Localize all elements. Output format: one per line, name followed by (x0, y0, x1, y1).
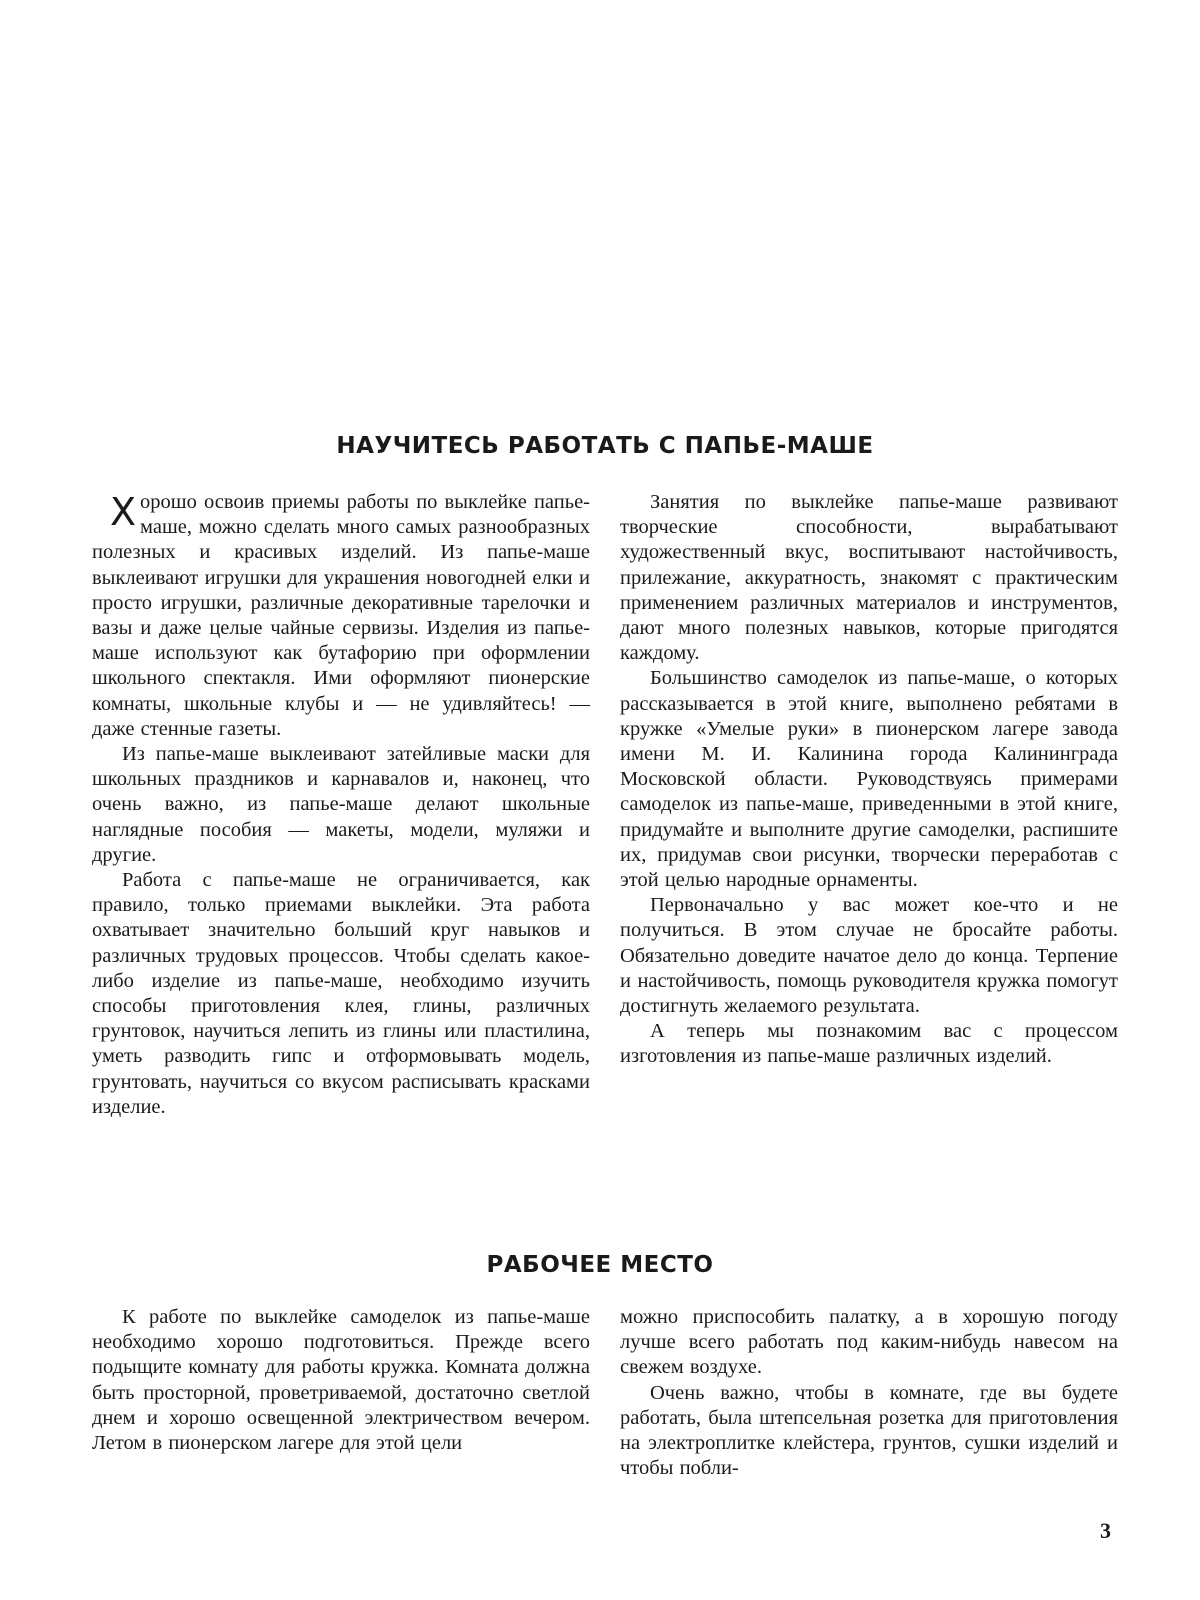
paragraph: Большинство самоделок из папье-маше, о которых рассказывается в этой книге, выполнено ребятами в кружке «Умелые руки» в пионерском лагере завода имени М. И. Калинина города Калининграда Московской области. Руководствуясь примерами самоделок из папье-маше, приведенными в этой книге, придумайте и выполните другие самоделки, распишите их, придумав свои рисунки, творчески переработав с этой целью народные орнаменты. (620, 667, 1118, 892)
paragraph: Занятия по выклейке папье-маше развивают творческие способности, вырабатывают художественный вкус, воспитывают настойчивость, прилежание, аккуратность, знакомят с практическим применением различных материалов и инструментов, дают много полезных навыков, которые пригодятся каждому. (620, 491, 1118, 665)
section1-left-column (92, 490, 590, 1120)
intro-text: орошо освоив приемы работы по выклейке папье-маше, можно сделать много самых разнообразных полезных и красивых изделий. Из папье-маше выклеивают игрушки для украшения новогодней елки и просто игрушки, различные декоративные тарелочки и вазы и даже целые чайные сервизы. Изделия из папье-маше используют как бутафорию при оформлении школьного спектакля. Ими оформляют пионерские комнаты, школьные клубы и — не удивляйтесь! — даже стенные газеты. (92, 491, 590, 740)
section1-right-column (620, 490, 1118, 1070)
section2-left-column (92, 1305, 590, 1456)
drop-cap: Х (110, 490, 137, 534)
section2-right-column (620, 1305, 1118, 1481)
paragraph-continued: можно приспособить палатку, а в хорошую погоду лучше всего работать под каким-нибудь навесом на свежем воздухе. (620, 1306, 1118, 1379)
paragraph: Очень важно, чтобы в комнате, где вы будете работать, была штепсельная розетка для приготовления на электроплитке клейстера, грунтов, сушки изделий и чтобы побли- (620, 1381, 1118, 1480)
paragraph: Работа с папье-маше не ограничивается, как правило, только приемами выклейки. Эта работа охватывает значительно больший круг навыков и различных трудовых процессов. Чтобы сделать какое-либо изделие из папье-маше, необходимо изучить способы приготовления клея, глины, различных грунтовок, научиться лепить из глины или пластилина, уметь разводить гипс и отформовывать модель, грунтовать, научиться со вкусом расписывать красками изделие. (92, 869, 590, 1118)
section-title-workplace: РАБОЧЕЕ МЕСТО (486, 1252, 714, 1278)
page-number: 3 (1100, 1518, 1111, 1543)
intro-paragraph (92, 490, 590, 742)
paragraph: Первоначально у вас может кое-что и не получиться. В этом случае не бросайте работы. Обязательно доведите начатое дело до конца. Терпение и настойчивость, помощь руководителя кружка помогут достигнуть желаемого результата. (620, 894, 1118, 1018)
paragraph: Из папье-маше выклеивают затейливые маски для школьных праздников и карнавалов и, наконец, что очень важно, из папье-маше делают школьные наглядные пособия — макеты, модели, муляжи и другие. (92, 743, 590, 866)
paragraph: К работе по выклейке самоделок из папье-маше необходимо хорошо подготовиться. Прежде всего подыщите комнату для работы кружка. Комната должна быть просторной, проветриваемой, достаточно светлой днем и хорошо освещенной электричеством вечером. Летом в пионерском лагере для этой цели (92, 1306, 590, 1455)
paragraph: А теперь мы познакомим вас с процессом изготовления из папье-маше различных изделий. (620, 1020, 1118, 1068)
section-title-papier-mache: НАУЧИТЕСЬ РАБОТАТЬ С ПАПЬЕ-МАШЕ (336, 433, 874, 459)
